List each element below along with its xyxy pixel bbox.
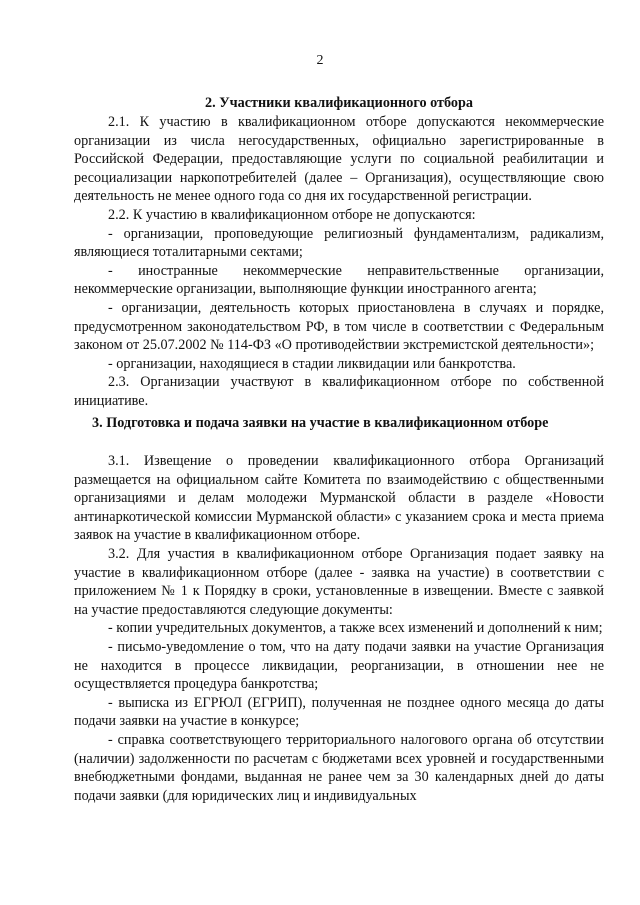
section-3-heading: 3. Подготовка и подача заявки на участие в квалификационном отборе [92,415,549,431]
list-item-notification-letter: - письмо-уведомление о том, что на дату подачи заявки на участие Организация не находится в процессе ликвидации, реорганизации, в отношении нее не осуществляется процедура банкротства; [74,638,604,693]
list-item-liquidation: - организации, находящиеся в стадии ликвидации или банкротства. [108,355,516,372]
list-item-religious: - организации, проповедующие религиозный фундаментализм, радикализм, являющиеся тоталитарными сектами; [74,225,604,261]
list-item-foreign: - иностранные некоммерческие неправительственные организации, некоммерческие организации, выполняющие функции иностранного агента; [74,262,604,298]
list-item-charter-docs: - копии учредительных документов, а также всех изменений и дополнений к ним; [108,620,603,637]
section-3-body [74,452,604,805]
paragraph-2-3: 2.3. Организации участвуют в квалификационном отборе по собственной инициативе. [74,374,604,409]
section-2-body [74,113,604,411]
paragraph-3-2: 3.2. Для участия в квалификационном отборе Организация подает заявку на участие в квалификационном отборе (далее - заявка на участие) в соответствии с приложением № 1 к Порядку в сроки, установленные в извещении. Вместе с заявкой на участие предоставляются следующие документы: [74,545,604,618]
paragraph-2-1: 2.1. К участию в квалификационном отборе допускаются некоммерческие организации из числа негосударственных, официально зарегистрированные в Российской Федерации, предоставляющие услуги по социальной реабилитации и ресоциализации наркопотребителей (далее – Организация), осуществляющие свою деятельность не менее одного года со дня их государственной регистрации. [74,114,604,205]
list-item-suspended: - организации, деятельность которых приостановлена в случаях и порядке, предусмотренном законодательством РФ, в том числе в соответствии с Федеральным законом от 25.07.2002 № 114-ФЗ «О противодействии экстремистской деятельности»; [74,299,604,354]
list-item-egrul-extract: - выписка из ЕГРЮЛ (ЕГРИП), полученная не позднее одного месяца до даты подачи заявки на участие в конкурсе; [74,694,604,730]
paragraph-3-1: 3.1. Извещение о проведении квалификационного отбора Организаций размещается на официальном сайте Комитета по взаимодействию с общественными организациями и делам молодежи Мурманской области в разделе «Новости антинаркотической комиссии Мурманской области» с указанием срока и места приема заявок на участие в квалификационном отборе. [74,453,604,544]
list-item-tax-certificate: - справка соответствующего территориального налогового органа об отсутствии (наличии) задолженности по расчетам с бюджетами всех уровней и государственными внебюджетными фондами, выданная не ранее чем за 30 календарных дней до даты подачи заявки (для юридических лиц и индивидуальных [74,731,604,804]
paragraph-2-2: 2.2. К участию в квалификационном отборе не допускаются: [108,206,476,223]
section-2-heading: 2. Участники квалификационного отбора [205,95,473,111]
page-number: 2 [316,53,324,68]
